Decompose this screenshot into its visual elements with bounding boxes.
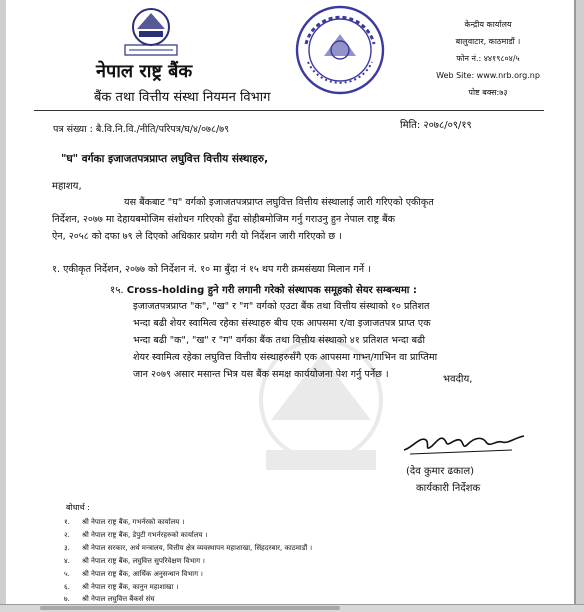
office-website: Web Site: www.nrb.org.np: [436, 71, 540, 80]
document-page: [6, 0, 576, 604]
intro-paragraph: [124, 194, 434, 211]
office-pobox: पोष्ट बक्स:७३: [468, 88, 508, 97]
intro-line: यस बैंकबाट "घ" वर्गको इजाजतपत्रप्राप्त लघुवित्त वित्तीय संस्थालाई जारी गरिएको एकीकृत: [124, 197, 434, 208]
item-15-line: इजाजतपत्रप्राप्त "क", "ख" र "ग" वर्गको एउटा बैंक तथा वित्तीय संस्थाको १० प्रतिशत: [133, 301, 430, 312]
item-15-line: भन्दा बढी "क", "ख" र "ग" वर्गका बैंक तथा वित्तीय संस्थाको ४१ प्रतिशत भन्दा बढी: [133, 335, 425, 346]
item-15-number: १५.: [110, 285, 124, 296]
reference-number: पत्र संख्या : बै.वि.नि.वि./नीति/परिपत्र/घ/४/०७८/७९: [53, 124, 230, 135]
item-1: १. एकीकृत निर्देशन, २०७७ को निर्देशन नं. १० मा बुँदा नं १५ थप गरी क्रमसंख्या मिलान गर्ने ।: [52, 264, 371, 275]
recipient-line: "घ" वर्गका इजाजतपत्रप्राप्त लघुवित्त वित्तीय संस्थाहरु,: [61, 153, 269, 165]
department-name: बैंक तथा वित्तीय संस्था नियमन विभाग: [94, 90, 271, 105]
item-15-heading: [110, 282, 417, 296]
item-15-keyword: Cross-holding: [126, 285, 205, 296]
cc-list-item: १. श्री नेपाल राष्ट्र बैंक, गभर्नरको कार्यालय ।: [64, 518, 185, 526]
bank-logo-icon: [119, 5, 183, 63]
cc-list-item: ७. श्री नेपाल लघुवित्त बैंकर्स संघ: [64, 595, 155, 603]
watermark-emblem-icon: [226, 330, 416, 480]
bank-name: नेपाल राष्ट्र बैंक: [96, 61, 193, 82]
intro-line: निर्देशन, २०७७ मा देहायबमोजिम संशोधन गरिएको हुँदा सोहीबमोजिम गर्नु गराउनु हुन नेपाल राष्ट्र बैंक: [52, 214, 396, 225]
item-15-line: जान २०७९ असार मसान्त भित्र यस बैंक समक्ष कार्ययोजना पेश गर्नु पर्नेछ ।: [133, 369, 389, 380]
signer-title: कार्यकारी निर्देशक: [416, 483, 481, 494]
cc-list-item: ४. श्री नेपाल राष्ट्र बैंक, लघुवित्त सुपरिवेक्षण विभाग ।: [64, 557, 205, 565]
office-title: केन्द्रीय कार्यालय: [464, 20, 512, 29]
bank-seal-icon: [294, 4, 386, 96]
cc-title: बोधार्थ :: [66, 503, 90, 512]
cc-list-item: २. श्री नेपाल राष्ट्र बैंक, डेपुटी गभर्नरहरुको कार्यालय ।: [64, 531, 208, 539]
office-phone: फोन नं.: ४४१९८०४/५: [456, 54, 520, 63]
item-15-line: भन्दा बढी शेयर स्वामित्व रहेका संस्थाहरु बीच एक आपसमा र/वा इजाजतपत्र प्राप्त एक: [133, 318, 431, 329]
cc-list-item: ३. श्री नेपाल सरकार, अर्थ मन्त्रालय, वित्तीय क्षेत्र व्यवस्थापन महाशाखा, सिंहदरबार, काठमाडौं ।: [64, 544, 313, 552]
header-divider: [34, 110, 544, 111]
cc-list-item: ६. श्री नेपाल राष्ट्र बैंक, कानुन महाशाखा ।: [64, 583, 179, 591]
signer-name: (देव कुमार ढकाल): [406, 466, 475, 477]
cc-list-item: ५. श्री नेपाल राष्ट्र बैंक, आर्थिक अनुसन्धान विभाग ।: [64, 570, 203, 578]
signature-icon: [402, 430, 527, 458]
item-15-line: शेयर स्वामित्व रहेका लघुवित्त वित्तीय संस्थाहरुसँगै एक आपसमा गाभ्न/गाभिन वा प्राप्तिमा: [133, 352, 438, 363]
office-address: बालुवाटार, काठमाडौं ।: [455, 37, 521, 46]
letter-date: मिति: २०७८/०९/१९: [400, 120, 472, 131]
item-15-heading-text: हुने गरी लगानी गरेको संस्थापक समूहको सेयर सम्बन्धमा :: [204, 285, 417, 296]
intro-paragraph-cont: [52, 211, 395, 245]
scrollbar-thumb[interactable]: [40, 606, 340, 610]
salutation: महाशय,: [52, 181, 82, 192]
office-contact-block: [408, 16, 568, 101]
intro-line: ऐन, २०५८ को दफा ७९ ले दिएको अधिकार प्रयोग गरी यो निर्देशन जारी गरिएको छ ।: [52, 231, 342, 242]
closing: भवदीय,: [443, 374, 473, 385]
